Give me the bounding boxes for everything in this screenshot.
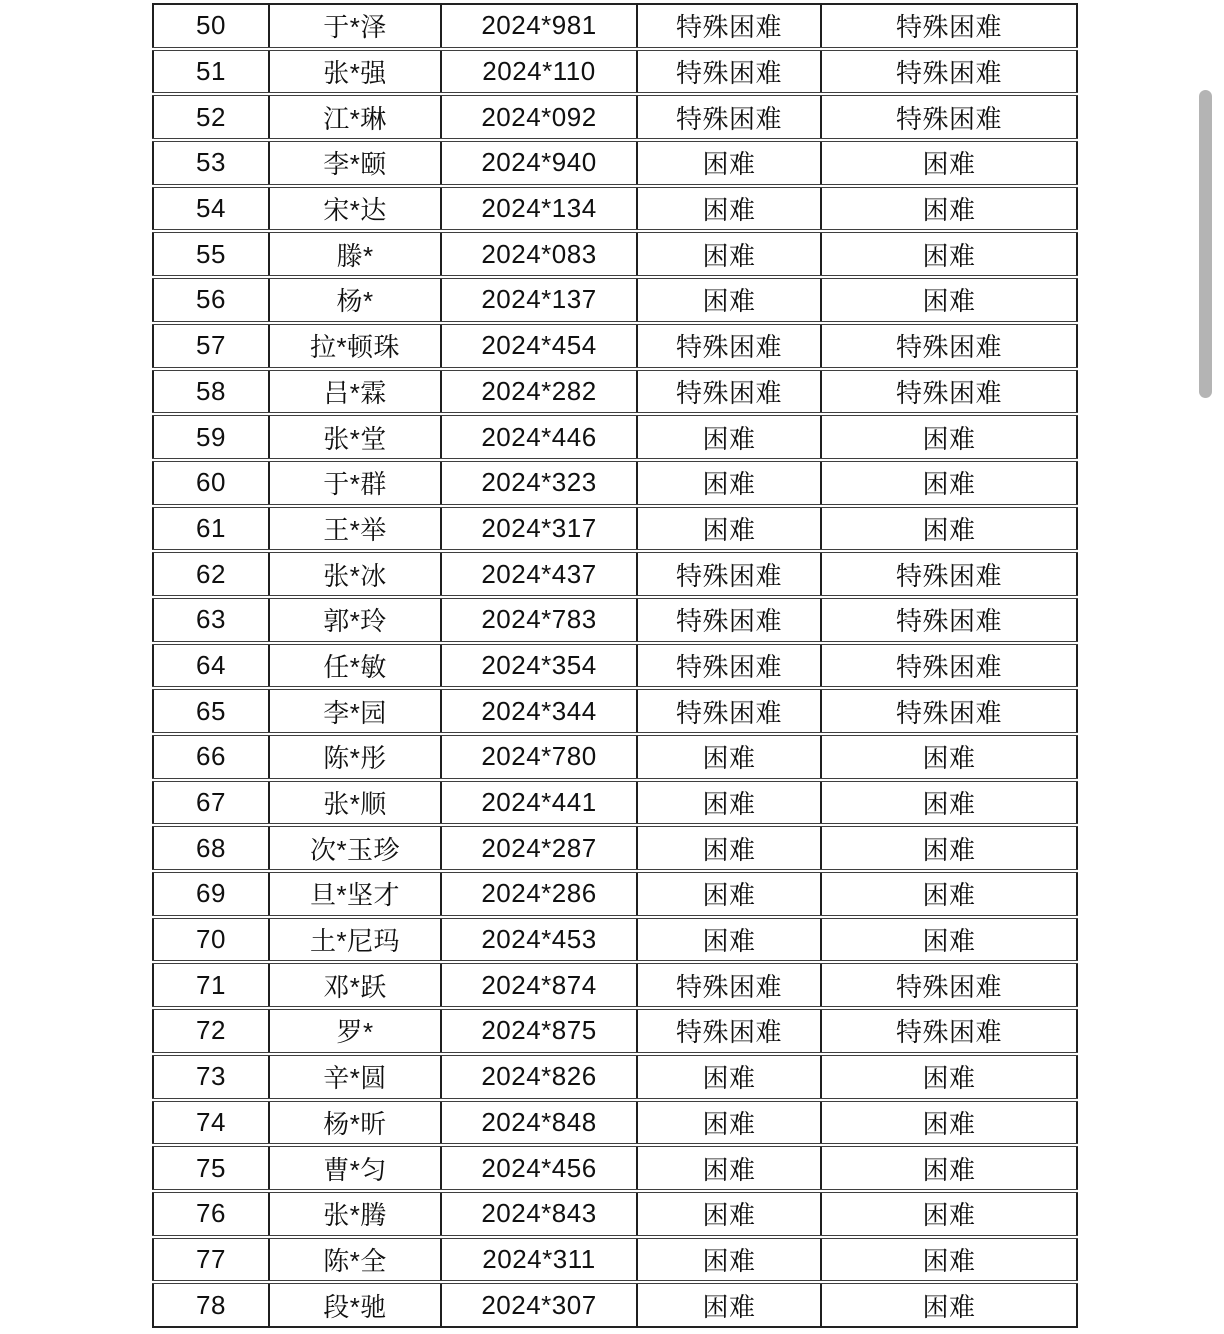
cell-status-a: 困难 [637, 186, 821, 232]
cell-row-number: 58 [153, 369, 269, 415]
cell-name: 宋*达 [269, 186, 441, 232]
cell-status-b: 特殊困难 [821, 369, 1077, 415]
cell-student-id: 2024*780 [441, 734, 637, 780]
table-row [153, 1100, 1077, 1146]
cell-status-b: 特殊困难 [821, 643, 1077, 689]
cell-status-b: 困难 [821, 825, 1077, 871]
cell-status-a: 特殊困难 [637, 49, 821, 95]
cell-status-a: 困难 [637, 506, 821, 552]
cell-name: 拉*顿珠 [269, 323, 441, 369]
cell-status-a: 困难 [637, 414, 821, 460]
cell-status-a: 困难 [637, 917, 821, 963]
cell-status-b: 困难 [821, 1054, 1077, 1100]
cell-student-id: 2024*344 [441, 688, 637, 734]
cell-name: 郭*玲 [269, 597, 441, 643]
cell-status-b: 困难 [821, 460, 1077, 506]
cell-status-a: 困难 [637, 1054, 821, 1100]
cell-student-id: 2024*307 [441, 1282, 637, 1327]
cell-status-a: 特殊困难 [637, 597, 821, 643]
cell-name: 段*驰 [269, 1282, 441, 1327]
table-row [153, 506, 1077, 552]
cell-student-id: 2024*783 [441, 597, 637, 643]
cell-name: 王*举 [269, 506, 441, 552]
cell-student-id: 2024*137 [441, 277, 637, 323]
cell-name: 滕* [269, 231, 441, 277]
cell-status-a: 特殊困难 [637, 323, 821, 369]
cell-name: 张*强 [269, 49, 441, 95]
cell-name: 吕*霖 [269, 369, 441, 415]
cell-status-b: 特殊困难 [821, 688, 1077, 734]
cell-status-b: 困难 [821, 140, 1077, 186]
table-row [153, 597, 1077, 643]
cell-row-number: 67 [153, 780, 269, 826]
cell-student-id: 2024*323 [441, 460, 637, 506]
cell-status-a: 特殊困难 [637, 962, 821, 1008]
cell-name: 于*泽 [269, 4, 441, 49]
roster-table-wrap [152, 3, 1076, 1328]
cell-status-b: 困难 [821, 871, 1077, 917]
cell-status-a: 困难 [637, 1100, 821, 1146]
cell-row-number: 51 [153, 49, 269, 95]
cell-name: 辛*圆 [269, 1054, 441, 1100]
cell-status-a: 特殊困难 [637, 4, 821, 49]
table-row [153, 231, 1077, 277]
cell-row-number: 57 [153, 323, 269, 369]
cell-row-number: 71 [153, 962, 269, 1008]
cell-name: 李*园 [269, 688, 441, 734]
cell-student-id: 2024*940 [441, 140, 637, 186]
cell-status-a: 困难 [637, 1237, 821, 1283]
cell-status-b: 困难 [821, 917, 1077, 963]
cell-status-b: 困难 [821, 1100, 1077, 1146]
cell-name: 陈*彤 [269, 734, 441, 780]
cell-student-id: 2024*437 [441, 551, 637, 597]
cell-status-b: 特殊困难 [821, 4, 1077, 49]
table-row [153, 1191, 1077, 1237]
cell-name: 于*群 [269, 460, 441, 506]
cell-status-b: 困难 [821, 506, 1077, 552]
cell-status-b: 困难 [821, 1282, 1077, 1327]
cell-row-number: 54 [153, 186, 269, 232]
cell-name: 罗* [269, 1008, 441, 1054]
cell-status-b: 困难 [821, 1145, 1077, 1191]
table-row [153, 460, 1077, 506]
cell-status-b: 困难 [821, 1237, 1077, 1283]
cell-student-id: 2024*282 [441, 369, 637, 415]
cell-status-a: 困难 [637, 825, 821, 871]
cell-status-b: 特殊困难 [821, 94, 1077, 140]
cell-row-number: 56 [153, 277, 269, 323]
cell-student-id: 2024*843 [441, 1191, 637, 1237]
cell-row-number: 61 [153, 506, 269, 552]
cell-status-a: 特殊困难 [637, 1008, 821, 1054]
cell-status-a: 困难 [637, 231, 821, 277]
cell-name: 任*敏 [269, 643, 441, 689]
table-row [153, 1282, 1077, 1327]
cell-student-id: 2024*446 [441, 414, 637, 460]
cell-name: 杨*昕 [269, 1100, 441, 1146]
table-row [153, 917, 1077, 963]
cell-status-a: 困难 [637, 277, 821, 323]
cell-name: 张*顺 [269, 780, 441, 826]
cell-student-id: 2024*456 [441, 1145, 637, 1191]
table-row [153, 1237, 1077, 1283]
cell-row-number: 73 [153, 1054, 269, 1100]
cell-name: 李*颐 [269, 140, 441, 186]
cell-row-number: 70 [153, 917, 269, 963]
cell-status-b: 困难 [821, 780, 1077, 826]
cell-status-b: 特殊困难 [821, 1008, 1077, 1054]
cell-row-number: 76 [153, 1191, 269, 1237]
cell-status-b: 困难 [821, 231, 1077, 277]
cell-student-id: 2024*311 [441, 1237, 637, 1283]
cell-student-id: 2024*354 [441, 643, 637, 689]
table-row [153, 1145, 1077, 1191]
cell-row-number: 50 [153, 4, 269, 49]
table-row [153, 94, 1077, 140]
cell-row-number: 63 [153, 597, 269, 643]
table-row [153, 780, 1077, 826]
table-row [153, 962, 1077, 1008]
cell-name: 邓*跃 [269, 962, 441, 1008]
cell-status-b: 特殊困难 [821, 49, 1077, 95]
table-row [153, 186, 1077, 232]
cell-student-id: 2024*453 [441, 917, 637, 963]
table-row [153, 825, 1077, 871]
table-row [153, 1008, 1077, 1054]
table-row [153, 4, 1077, 49]
cell-status-b: 困难 [821, 186, 1077, 232]
cell-status-b: 困难 [821, 414, 1077, 460]
cell-student-id: 2024*875 [441, 1008, 637, 1054]
table-row [153, 871, 1077, 917]
cell-student-id: 2024*826 [441, 1054, 637, 1100]
cell-status-b: 困难 [821, 277, 1077, 323]
cell-status-b: 特殊困难 [821, 597, 1077, 643]
table-body [153, 4, 1077, 1327]
cell-student-id: 2024*317 [441, 506, 637, 552]
cell-student-id: 2024*110 [441, 49, 637, 95]
cell-student-id: 2024*874 [441, 962, 637, 1008]
cell-row-number: 69 [153, 871, 269, 917]
table-row [153, 688, 1077, 734]
cell-status-a: 困难 [637, 460, 821, 506]
cell-row-number: 74 [153, 1100, 269, 1146]
table-row [153, 369, 1077, 415]
cell-row-number: 75 [153, 1145, 269, 1191]
cell-status-a: 困难 [637, 871, 821, 917]
table-row [153, 140, 1077, 186]
table-row [153, 734, 1077, 780]
cell-student-id: 2024*286 [441, 871, 637, 917]
cell-status-a: 特殊困难 [637, 688, 821, 734]
cell-name: 曹*匀 [269, 1145, 441, 1191]
cell-status-b: 特殊困难 [821, 962, 1077, 1008]
cell-status-a: 特殊困难 [637, 369, 821, 415]
cell-row-number: 55 [153, 231, 269, 277]
table-row [153, 49, 1077, 95]
table-row [153, 643, 1077, 689]
table-row [153, 323, 1077, 369]
cell-name: 杨* [269, 277, 441, 323]
vertical-scrollbar-thumb[interactable] [1199, 90, 1212, 398]
cell-status-b: 困难 [821, 734, 1077, 780]
cell-student-id: 2024*441 [441, 780, 637, 826]
cell-status-a: 特殊困难 [637, 94, 821, 140]
cell-student-id: 2024*454 [441, 323, 637, 369]
cell-name: 旦*坚才 [269, 871, 441, 917]
cell-name: 陈*全 [269, 1237, 441, 1283]
cell-status-b: 特殊困难 [821, 323, 1077, 369]
cell-row-number: 59 [153, 414, 269, 460]
cell-row-number: 64 [153, 643, 269, 689]
cell-student-id: 2024*092 [441, 94, 637, 140]
cell-name: 张*冰 [269, 551, 441, 597]
cell-row-number: 65 [153, 688, 269, 734]
cell-name: 张*堂 [269, 414, 441, 460]
cell-student-id: 2024*134 [441, 186, 637, 232]
cell-row-number: 78 [153, 1282, 269, 1327]
cell-name: 土*尼玛 [269, 917, 441, 963]
cell-name: 张*腾 [269, 1191, 441, 1237]
cell-student-id: 2024*981 [441, 4, 637, 49]
cell-student-id: 2024*287 [441, 825, 637, 871]
cell-row-number: 62 [153, 551, 269, 597]
table-row [153, 1054, 1077, 1100]
cell-row-number: 60 [153, 460, 269, 506]
cell-row-number: 53 [153, 140, 269, 186]
cell-status-b: 困难 [821, 1191, 1077, 1237]
cell-row-number: 52 [153, 94, 269, 140]
cell-row-number: 68 [153, 825, 269, 871]
cell-student-id: 2024*848 [441, 1100, 637, 1146]
cell-status-a: 困难 [637, 780, 821, 826]
cell-row-number: 66 [153, 734, 269, 780]
cell-status-b: 特殊困难 [821, 551, 1077, 597]
cell-status-a: 困难 [637, 1145, 821, 1191]
cell-status-a: 困难 [637, 734, 821, 780]
cell-student-id: 2024*083 [441, 231, 637, 277]
cell-name: 江*琳 [269, 94, 441, 140]
table-row [153, 551, 1077, 597]
cell-row-number: 77 [153, 1237, 269, 1283]
cell-name: 次*玉珍 [269, 825, 441, 871]
cell-status-a: 困难 [637, 1191, 821, 1237]
roster-table [152, 3, 1078, 1328]
cell-row-number: 72 [153, 1008, 269, 1054]
cell-status-a: 困难 [637, 1282, 821, 1327]
cell-status-a: 特殊困难 [637, 643, 821, 689]
table-row [153, 277, 1077, 323]
cell-status-a: 困难 [637, 140, 821, 186]
cell-status-a: 特殊困难 [637, 551, 821, 597]
table-row [153, 414, 1077, 460]
